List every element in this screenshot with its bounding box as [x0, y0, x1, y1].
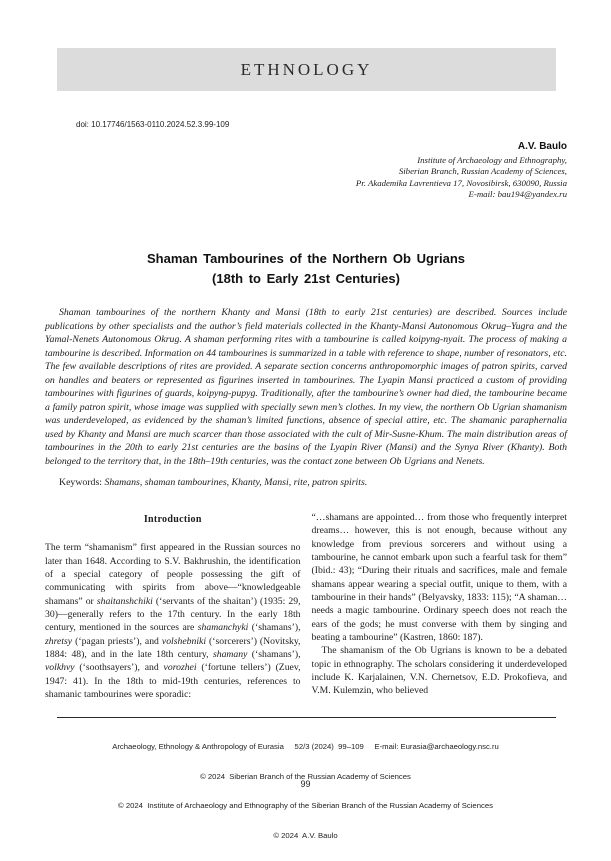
footer-rule [57, 717, 556, 718]
keywords-text: Shamans, shaman tambourines, Khanty, Mansi, rite, patron spirits. [104, 477, 368, 488]
title-line-1: Shaman Tambourines of the Northern Ob Ugrians [146, 251, 465, 266]
continuation-paragraph-1: “…shamans are appointed… from those who frequently interpret dreams… however, this is not enough, because without any knowledge from previous sorcerers and without using a tambourine, he cannot embark upon such a fearful task for them” (Ibid.: 43); “During their rituals and sacrifices, male and female shamans appear wearing a special outfit, unique to them, with a tambourine in their hands” (Belyavsky, 1833: 115); “A shaman… needs a magic tambourine. Ordinary speech does not reach the ears of the gods; he must converse with them by singing and beating a tambourine” (Kastren, 1860: 187). [311, 512, 567, 644]
footer-journal-line: Archaeology, Ethnology & Anthropology of Eurasia 52/3 (2024) 99–109 E-mail: Eurasia@archaeology.nsc.ru [112, 741, 499, 751]
affiliation-line: Institute of Archaeology and Ethnography, [417, 155, 567, 165]
footer-copyright-institute: © 2024 Institute of Archaeology and Ethnography of the Siberian Branch of the Russian Academy of Sciences [118, 801, 493, 811]
body-columns [45, 511, 567, 701]
author-block [356, 141, 567, 200]
intro-paragraph: The term “shamanism” first appeared in the Russian sources no later than 1648. According to S.V. Bakhrushin, the identification of a special category of people possessing the gift of communicating with spirits from above—“knowledgeable shamans” or shaitanshchiki (‘servants of the shaitan’) (1935: 29, 30)—generally refers to the 17th century. In the early 18th century, mentioned in the sources are shamanchyki (‘shamans’), zhretsy (‘pagan priests’), and volshebniki (‘sorcerers’) (Novitsky, 1884: 48), and in the late 18th century, shamany (‘shamans’), volkhvy (‘soothsayers’), and vorozhei (‘fortune tellers’) (Zuev, 1947: 41). In the 18th to mid-19th centuries, references to shamanic tambourines were sporadic: [45, 542, 301, 701]
footer-copyright-siberian-branch: © 2024 Siberian Branch of the Russian Academy of Sciences [200, 771, 411, 781]
doi-text: doi: 10.17746/1563-0110.2024.52.3.99-109 [76, 120, 230, 129]
footer-block [0, 722, 611, 861]
affiliation-line: Pr. Akademika Lavrentieva 17, Novosibirsk, 630090, Russia [355, 177, 567, 188]
article-title [45, 249, 567, 288]
section-banner-title: ETHNOLOGY [240, 59, 373, 79]
continuation-paragraph-2: The shamanism of the Ob Ugrians is known to be a debated topic in ethnography. The scholars considering it underdeveloped include K. Karjalainen, V.N. Chernetsov, E.D. Prokofieva, and V.M. Kulemzin, who believed [311, 645, 567, 697]
affiliation-line: Siberian Branch, Russian Academy of Sciences, [398, 166, 567, 177]
keywords-label: Keywords: [59, 477, 105, 488]
left-column [45, 511, 301, 701]
page-number: 99 [300, 779, 311, 789]
footer-copyright-author: © 2024 A.V. Baulo [273, 830, 338, 840]
abstract-paragraph: Shaman tambourines of the northern Khanty and Mansi (18th to early 21st centuries) are described. Sources include publications by other specialists and the author’s field materials collected in the Khanty-Mansi Autonomous Okrug–Yugra and the Yamal-Nenets Autonomous Okrug. A shaman performing rites with a tambourine is called koipyng-nyait. The process of making a tambourine is described. Information on 44 tambourines is summarized in a table with reference to shape, number of resonators, etc. The few available descriptions of rites are provided. A separate section concerns anthropomorphic images of patron spirits, carved on handles and beaters or represented as figurines inserted in tambourines. The Lyapin Mansi practiced a custom of providing tambourines with figurines of guards, koipyng-pupyg. Traditionally, after the tambourine’s owner had died, the tambourine became a family patron spirit, whose image was supplied with specially sewn men’s clothes. In my view, the northern Ob Ugrian shamanism was underdeveloped, as evidenced by the shaman’s limited functions, absence of special attire, etc. The shamanic paraphernalia used by Khanty and Mansi are much scarcer than those associated with the cult of Mir-Susne-Khum. The main distribution areas of tambourines in the 20th to early 21st centuries are the basins of the Lyapin River (Mansi) and the Synya River (Khanty). Both belonged to the territory that, in the 18th–19th centuries, was the contact zone between Ob Ugrians and Nenets. [45, 307, 567, 467]
keywords-line [45, 477, 567, 488]
author-email: E-mail: bau194@yandex.ru [468, 188, 567, 199]
title-line-2: (18th to Early 21st Centuries) [212, 270, 400, 286]
section-banner [57, 48, 556, 91]
author-name: A.V. Baulo [517, 141, 567, 152]
introduction-heading: Introduction [143, 514, 202, 525]
right-column [312, 511, 568, 701]
